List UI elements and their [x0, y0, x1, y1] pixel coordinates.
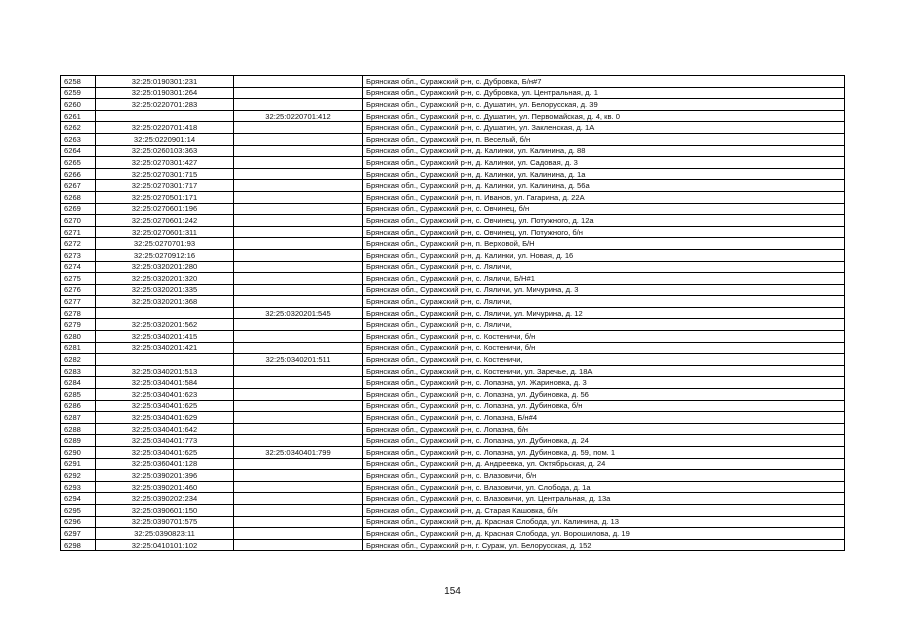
row-number-cell: 6274 — [61, 261, 96, 273]
address-cell: Брянская обл., Суражский р-н, с. Ляличи, ул. Мичурина, д. 12 — [363, 307, 845, 319]
cadastral-number-cell: 32:25:0320201:335 — [96, 284, 234, 296]
table-row — [61, 157, 845, 169]
cadastral-number-cell: 32:25:0270301:715 — [96, 168, 234, 180]
address-cell: Брянская обл., Суражский р-н, с. Душатин, ул. Белорусская, д. 39 — [363, 99, 845, 111]
table-row — [61, 273, 845, 285]
cadastral-number-cell: 32:25:0340201:513 — [96, 365, 234, 377]
address-cell: Брянская обл., Суражский р-н, г. Сураж, ул. Белорусская, д. 152 — [363, 539, 845, 551]
address-cell: Брянская обл., Суражский р-н, д. Красная Слобода, ул. Ворошилова, д. 19 — [363, 528, 845, 540]
linked-cadastral-number-cell — [234, 516, 363, 528]
table-row — [61, 215, 845, 227]
row-number-cell: 6261 — [61, 110, 96, 122]
linked-cadastral-number-cell — [234, 215, 363, 227]
linked-cadastral-number-cell: 32:25:0340401:799 — [234, 447, 363, 459]
table-row — [61, 504, 845, 516]
cadastral-number-cell: 32:25:0320201:280 — [96, 261, 234, 273]
linked-cadastral-number-cell — [234, 470, 363, 482]
row-number-cell: 6298 — [61, 539, 96, 551]
linked-cadastral-number-cell — [234, 76, 363, 88]
row-number-cell: 6297 — [61, 528, 96, 540]
address-cell: Брянская обл., Суражский р-н, д. Калинки, ул. Калинина, д. 88 — [363, 145, 845, 157]
row-number-cell: 6272 — [61, 238, 96, 250]
address-cell: Брянская обл., Суражский р-н, п. Верховой, Б/Н — [363, 238, 845, 250]
cadastral-number-cell: 32:25:0340401:629 — [96, 412, 234, 424]
cadastral-number-cell: 32:25:0390701:575 — [96, 516, 234, 528]
row-number-cell: 6278 — [61, 307, 96, 319]
address-cell: Брянская обл., Суражский р-н, с. Ляличи, — [363, 261, 845, 273]
linked-cadastral-number-cell: 32:25:0320201:545 — [234, 307, 363, 319]
row-number-cell: 6283 — [61, 365, 96, 377]
row-number-cell: 6259 — [61, 87, 96, 99]
address-cell: Брянская обл., Суражский р-н, с. Влазовичи, ул. Слобода, д. 1а — [363, 481, 845, 493]
row-number-cell: 6294 — [61, 493, 96, 505]
linked-cadastral-number-cell — [234, 400, 363, 412]
row-number-cell: 6262 — [61, 122, 96, 134]
linked-cadastral-number-cell — [234, 342, 363, 354]
address-cell: Брянская обл., Суражский р-н, с. Ляличи, Б/Н#1 — [363, 273, 845, 285]
table-row — [61, 412, 845, 424]
table-row — [61, 168, 845, 180]
cadastral-number-cell: 32:25:0390201:460 — [96, 481, 234, 493]
table-row — [61, 319, 845, 331]
row-number-cell: 6291 — [61, 458, 96, 470]
address-cell: Брянская обл., Суражский р-н, с. Лопазна, ул. Дубиновка, д. 56 — [363, 389, 845, 401]
linked-cadastral-number-cell — [234, 133, 363, 145]
cadastral-number-cell: 32:25:0340401:625 — [96, 447, 234, 459]
row-number-cell: 6279 — [61, 319, 96, 331]
table-row — [61, 458, 845, 470]
row-number-cell: 6295 — [61, 504, 96, 516]
linked-cadastral-number-cell — [234, 539, 363, 551]
cadastral-number-cell: 32:25:0340201:415 — [96, 331, 234, 343]
registry-table-body — [61, 76, 845, 551]
cadastral-number-cell: 32:25:0270601:242 — [96, 215, 234, 227]
table-row — [61, 249, 845, 261]
linked-cadastral-number-cell: 32:25:0220701:412 — [234, 110, 363, 122]
row-number-cell: 6267 — [61, 180, 96, 192]
cadastral-number-cell: 32:25:0390201:396 — [96, 470, 234, 482]
linked-cadastral-number-cell — [234, 423, 363, 435]
cadastral-number-cell: 32:25:0190301:231 — [96, 76, 234, 88]
cadastral-number-cell — [96, 110, 234, 122]
row-number-cell: 6285 — [61, 389, 96, 401]
address-cell: Брянская обл., Суражский р-н, д. Красная Слобода, ул. Калинина, д. 13 — [363, 516, 845, 528]
table-row — [61, 377, 845, 389]
address-cell: Брянская обл., Суражский р-н, с. Дубровка, Б/н#7 — [363, 76, 845, 88]
linked-cadastral-number-cell — [234, 168, 363, 180]
cadastral-number-cell: 32:25:0390202:234 — [96, 493, 234, 505]
address-cell: Брянская обл., Суражский р-н, д. Андреевка, ул. Октябрьская, д. 24 — [363, 458, 845, 470]
cadastral-number-cell: 32:25:0270912:16 — [96, 249, 234, 261]
address-cell: Брянская обл., Суражский р-н, с. Душатин, ул. Закленская, д. 1А — [363, 122, 845, 134]
linked-cadastral-number-cell — [234, 528, 363, 540]
cadastral-number-cell: 32:25:0390601:150 — [96, 504, 234, 516]
address-cell: Брянская обл., Суражский р-н, с. Ляличи, — [363, 319, 845, 331]
row-number-cell: 6284 — [61, 377, 96, 389]
cadastral-number-cell: 32:25:0320201:368 — [96, 296, 234, 308]
cadastral-number-cell: 32:25:0320201:320 — [96, 273, 234, 285]
cadastral-number-cell: 32:25:0270701:93 — [96, 238, 234, 250]
table-row — [61, 203, 845, 215]
address-cell: Брянская обл., Суражский р-н, с. Лопазна, ул. Дубиновка, д. 24 — [363, 435, 845, 447]
cadastral-number-cell: 32:25:0270601:196 — [96, 203, 234, 215]
address-cell: Брянская обл., Суражский р-н, с. Дубровка, ул. Центральная, д. 1 — [363, 87, 845, 99]
cadastral-number-cell: 32:25:0360401:128 — [96, 458, 234, 470]
address-cell: Брянская обл., Суражский р-н, с. Костеничи, б/н — [363, 342, 845, 354]
table-row — [61, 342, 845, 354]
table-row — [61, 191, 845, 203]
cadastral-number-cell: 32:25:0220701:418 — [96, 122, 234, 134]
table-row — [61, 122, 845, 134]
cadastral-number-cell: 32:25:0390823:11 — [96, 528, 234, 540]
table-row — [61, 528, 845, 540]
table-row — [61, 261, 845, 273]
linked-cadastral-number-cell — [234, 481, 363, 493]
linked-cadastral-number-cell — [234, 238, 363, 250]
row-number-cell: 6260 — [61, 99, 96, 111]
row-number-cell: 6288 — [61, 423, 96, 435]
cadastral-number-cell: 32:25:0270501:171 — [96, 191, 234, 203]
row-number-cell: 6269 — [61, 203, 96, 215]
linked-cadastral-number-cell — [234, 203, 363, 215]
address-cell: Брянская обл., Суражский р-н, с. Душатин, ул. Первомайская, д. 4, кв. 0 — [363, 110, 845, 122]
address-cell: Брянская обл., Суражский р-н, с. Лопазна, ул. Жариновка, д. 3 — [363, 377, 845, 389]
table-row — [61, 87, 845, 99]
table-row — [61, 180, 845, 192]
row-number-cell: 6265 — [61, 157, 96, 169]
linked-cadastral-number-cell — [234, 99, 363, 111]
linked-cadastral-number-cell — [234, 493, 363, 505]
cadastral-number-cell: 32:25:0340401:642 — [96, 423, 234, 435]
address-cell: Брянская обл., Суражский р-н, с. Овчинец, б/н — [363, 203, 845, 215]
linked-cadastral-number-cell — [234, 122, 363, 134]
table-row — [61, 435, 845, 447]
table-row — [61, 307, 845, 319]
row-number-cell: 6282 — [61, 354, 96, 366]
cadastral-number-cell: 32:25:0220701:283 — [96, 99, 234, 111]
table-row — [61, 493, 845, 505]
address-cell: Брянская обл., Суражский р-н, с. Костеничи, б/н — [363, 331, 845, 343]
address-cell: Брянская обл., Суражский р-н, с. Лопазна, Б/н#4 — [363, 412, 845, 424]
linked-cadastral-number-cell — [234, 284, 363, 296]
linked-cadastral-number-cell — [234, 435, 363, 447]
table-row — [61, 110, 845, 122]
address-cell: Брянская обл., Суражский р-н, с. Овчинец, ул. Потужного, д. 12а — [363, 215, 845, 227]
linked-cadastral-number-cell — [234, 377, 363, 389]
address-cell: Брянская обл., Суражский р-н, п. Иванов, ул. Гагарина, д. 22А — [363, 191, 845, 203]
cadastral-number-cell: 32:25:0270301:717 — [96, 180, 234, 192]
table-row — [61, 423, 845, 435]
table-row — [61, 365, 845, 377]
linked-cadastral-number-cell — [234, 157, 363, 169]
linked-cadastral-number-cell — [234, 319, 363, 331]
cadastral-number-cell: 32:25:0340201:421 — [96, 342, 234, 354]
table-row — [61, 539, 845, 551]
row-number-cell: 6266 — [61, 168, 96, 180]
address-cell: Брянская обл., Суражский р-н, д. Калинки, ул. Калинина, д. 1а — [363, 168, 845, 180]
table-row — [61, 76, 845, 88]
linked-cadastral-number-cell — [234, 191, 363, 203]
row-number-cell: 6281 — [61, 342, 96, 354]
registry-table — [60, 75, 845, 551]
linked-cadastral-number-cell: 32:25:0340201:511 — [234, 354, 363, 366]
address-cell: Брянская обл., Суражский р-н, с. Костеничи, — [363, 354, 845, 366]
address-cell: Брянская обл., Суражский р-н, с. Лопазна, ул. Дубиновка, д. 59, пом. 1 — [363, 447, 845, 459]
cadastral-number-cell: 32:25:0320201:562 — [96, 319, 234, 331]
table-row — [61, 284, 845, 296]
linked-cadastral-number-cell — [234, 249, 363, 261]
table-row — [61, 99, 845, 111]
cadastral-number-cell: 32:25:0340401:623 — [96, 389, 234, 401]
linked-cadastral-number-cell — [234, 458, 363, 470]
table-row — [61, 354, 845, 366]
row-number-cell: 6268 — [61, 191, 96, 203]
address-cell: Брянская обл., Суражский р-н, с. Ляличи, ул. Мичурина, д. 3 — [363, 284, 845, 296]
address-cell: Брянская обл., Суражский р-н, д. Калинки, ул. Новая, д. 16 — [363, 249, 845, 261]
row-number-cell: 6270 — [61, 215, 96, 227]
row-number-cell: 6286 — [61, 400, 96, 412]
table-row — [61, 296, 845, 308]
table-row — [61, 133, 845, 145]
address-cell: Брянская обл., Суражский р-н, с. Овчинец, ул. Потужного, б/н — [363, 226, 845, 238]
cadastral-number-cell: 32:25:0410101:102 — [96, 539, 234, 551]
address-cell: Брянская обл., Суражский р-н, с. Влазовичи, ул. Центральная, д. 13а — [363, 493, 845, 505]
linked-cadastral-number-cell — [234, 331, 363, 343]
linked-cadastral-number-cell — [234, 145, 363, 157]
table-row — [61, 447, 845, 459]
page-number: 154 — [444, 586, 461, 597]
linked-cadastral-number-cell — [234, 504, 363, 516]
linked-cadastral-number-cell — [234, 180, 363, 192]
table-row — [61, 516, 845, 528]
linked-cadastral-number-cell — [234, 412, 363, 424]
row-number-cell: 6289 — [61, 435, 96, 447]
row-number-cell: 6276 — [61, 284, 96, 296]
row-number-cell: 6293 — [61, 481, 96, 493]
cadastral-number-cell: 32:25:0340401:773 — [96, 435, 234, 447]
address-cell: Брянская обл., Суражский р-н, с. Влазовичи, б/н — [363, 470, 845, 482]
row-number-cell: 6287 — [61, 412, 96, 424]
linked-cadastral-number-cell — [234, 296, 363, 308]
row-number-cell: 6290 — [61, 447, 96, 459]
address-cell: Брянская обл., Суражский р-н, с. Лопазна, б/н — [363, 423, 845, 435]
address-cell: Брянская обл., Суражский р-н, д. Старая Кашовка, б/н — [363, 504, 845, 516]
address-cell: Брянская обл., Суражский р-н, с. Лопазна, ул. Дубиновка, б/н — [363, 400, 845, 412]
address-cell: Брянская обл., Суражский р-н, д. Калинки, ул. Калинина, д. 56а — [363, 180, 845, 192]
row-number-cell: 6280 — [61, 331, 96, 343]
address-cell: Брянская обл., Суражский р-н, д. Калинки, ул. Садовая, д. 3 — [363, 157, 845, 169]
cadastral-number-cell — [96, 307, 234, 319]
linked-cadastral-number-cell — [234, 273, 363, 285]
linked-cadastral-number-cell — [234, 365, 363, 377]
cadastral-number-cell: 32:25:0190301:264 — [96, 87, 234, 99]
table-row — [61, 400, 845, 412]
cadastral-number-cell — [96, 354, 234, 366]
row-number-cell: 6273 — [61, 249, 96, 261]
row-number-cell: 6292 — [61, 470, 96, 482]
table-row — [61, 145, 845, 157]
cadastral-number-cell: 32:25:0340401:584 — [96, 377, 234, 389]
table-row — [61, 331, 845, 343]
row-number-cell: 6296 — [61, 516, 96, 528]
linked-cadastral-number-cell — [234, 261, 363, 273]
row-number-cell: 6258 — [61, 76, 96, 88]
address-cell: Брянская обл., Суражский р-н, с. Ляличи, — [363, 296, 845, 308]
table-row — [61, 481, 845, 493]
cadastral-number-cell: 32:25:0260103:363 — [96, 145, 234, 157]
cadastral-number-cell: 32:25:0340401:625 — [96, 400, 234, 412]
linked-cadastral-number-cell — [234, 389, 363, 401]
row-number-cell: 6271 — [61, 226, 96, 238]
table-row — [61, 226, 845, 238]
cadastral-number-cell: 32:25:0220901:14 — [96, 133, 234, 145]
table-row — [61, 238, 845, 250]
table-row — [61, 470, 845, 482]
row-number-cell: 6263 — [61, 133, 96, 145]
row-number-cell: 6264 — [61, 145, 96, 157]
linked-cadastral-number-cell — [234, 226, 363, 238]
linked-cadastral-number-cell — [234, 87, 363, 99]
address-cell: Брянская обл., Суражский р-н, с. Костеничи, ул. Заречье, д. 18А — [363, 365, 845, 377]
cadastral-number-cell: 32:25:0270601:311 — [96, 226, 234, 238]
row-number-cell: 6277 — [61, 296, 96, 308]
address-cell: Брянская обл., Суражский р-н, п. Веселый, б/н — [363, 133, 845, 145]
table-row — [61, 389, 845, 401]
cadastral-number-cell: 32:25:0270301:427 — [96, 157, 234, 169]
row-number-cell: 6275 — [61, 273, 96, 285]
